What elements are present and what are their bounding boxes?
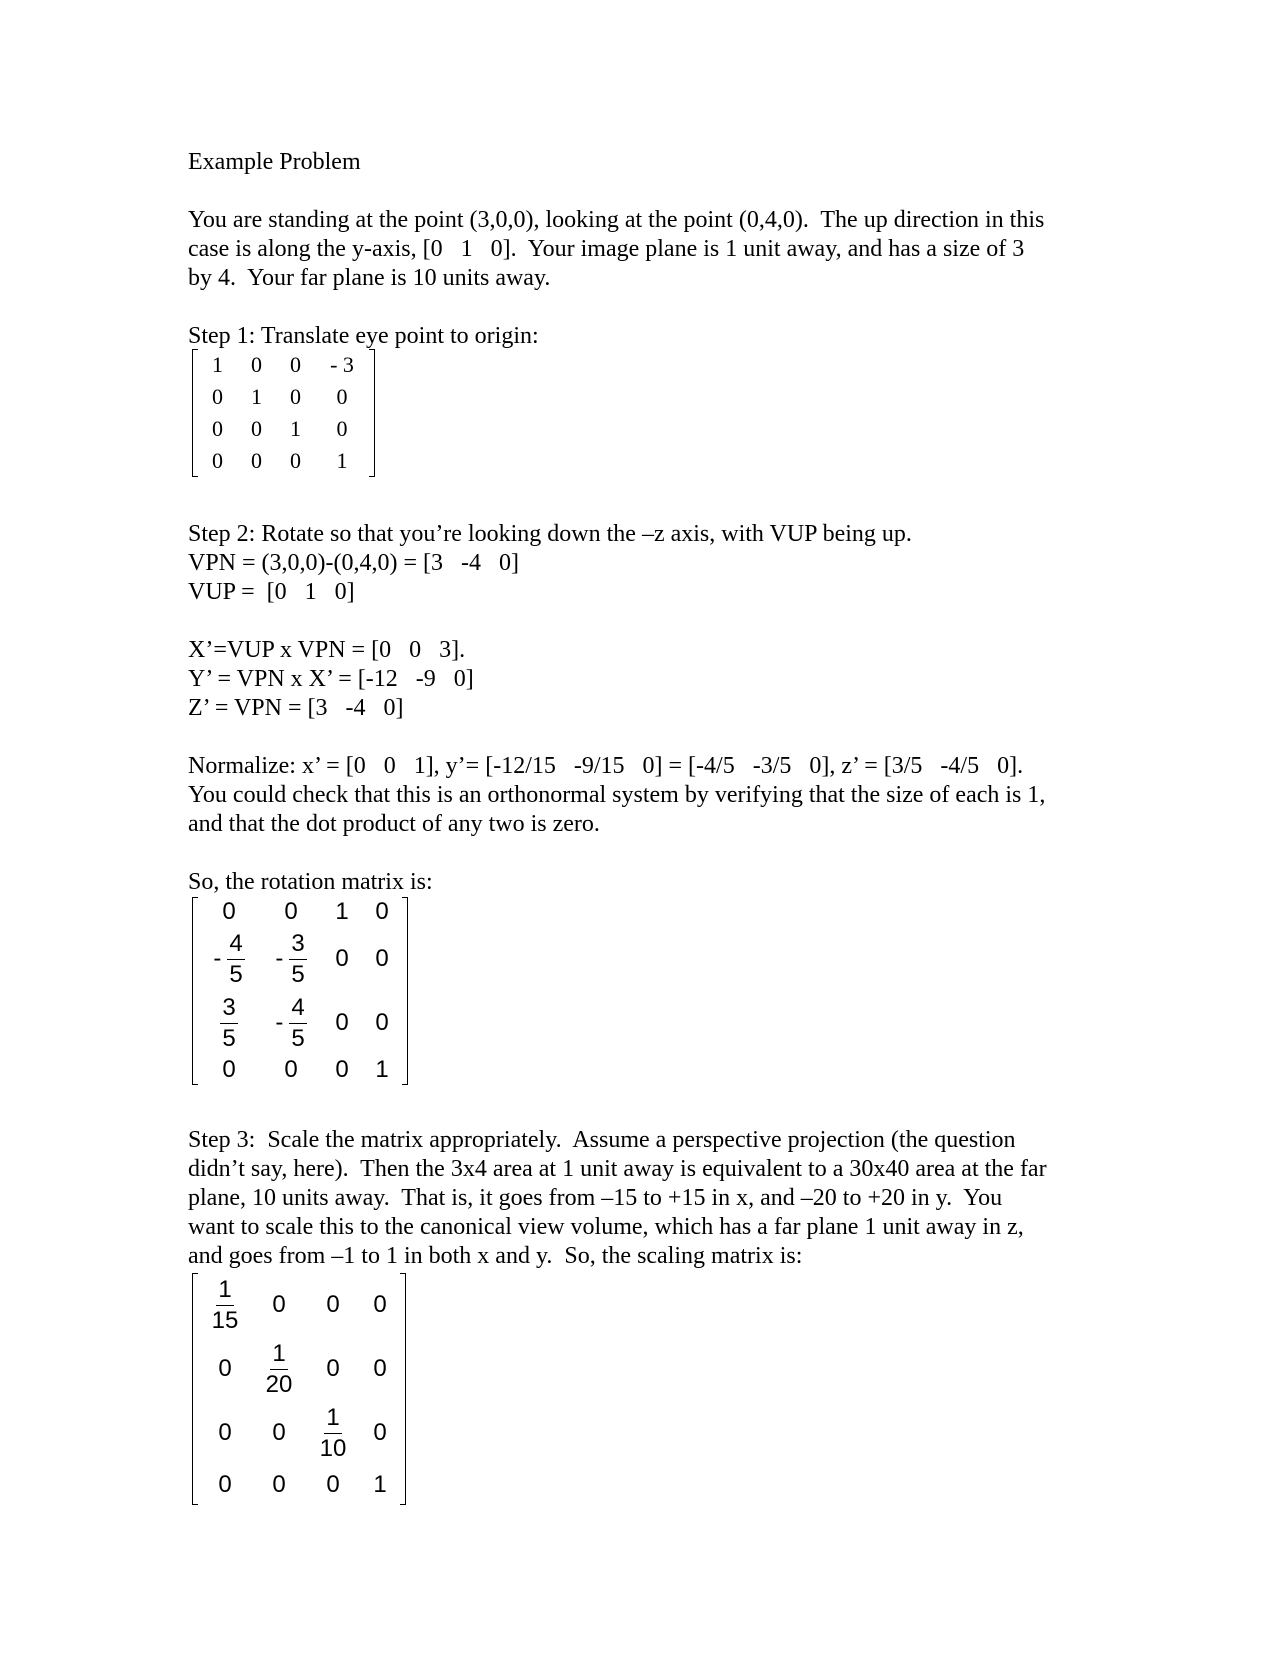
- matrix-cell: 0: [222, 898, 236, 925]
- rotation-matrix: [192, 897, 408, 1085]
- step3-text-line: want to scale this to the canonical view volume, which has a far plane 1 unit away in z,: [188, 1214, 1024, 1240]
- document-content: [188, 148, 1088, 1510]
- fraction-numerator: 4: [289, 993, 306, 1024]
- normalize-line: Normalize: x’ = [0 0 1], y’= [-12/15 -9/15 0] = [-4/5 -3/5 0], z’ = [3/5 -4/5 0].: [188, 753, 1024, 779]
- matrix-cell: 0: [212, 384, 223, 409]
- translation-matrix: [192, 349, 375, 477]
- matrix-cell: 0: [212, 416, 223, 441]
- matrix-cell: 0: [373, 1419, 387, 1446]
- matrix-cell: - 3: [330, 352, 354, 377]
- vup-line: VUP = [0 1 0]: [188, 579, 355, 605]
- normalize-line: You could check that this is an orthonormal system by verifying that the size of each is 1,: [188, 782, 1046, 808]
- fraction-numerator: 1: [324, 1403, 341, 1434]
- matrix-cell: 0: [336, 384, 348, 409]
- intro-line: by 4. Your far plane is 10 units away.: [188, 265, 551, 291]
- matrix-cell: 0: [251, 352, 262, 377]
- matrix-cell: 0: [251, 416, 262, 441]
- matrix-cell: [198, 927, 260, 991]
- fraction-denominator: 20: [265, 1370, 293, 1398]
- matrix-cell: [252, 1337, 306, 1401]
- matrix-cell: 0: [222, 1056, 236, 1083]
- vpn-line: VPN = (3,0,0)-(0,4,0) = [3 -4 0]: [188, 550, 520, 576]
- matrix-cell: 0: [326, 1471, 340, 1498]
- fraction-numerator: 3: [289, 929, 306, 960]
- matrix-cell: 1: [251, 384, 262, 409]
- fraction-denominator: 5: [291, 960, 305, 988]
- fraction-numerator: 4: [227, 929, 244, 960]
- zprime-line: Z’ = VPN = [3 -4 0]: [188, 695, 404, 721]
- step2-heading: Step 2: Rotate so that you’re looking down the –z axis, with VUP being up.: [188, 521, 912, 547]
- normalize-line: and that the dot product of any two is zero.: [188, 811, 600, 837]
- fraction-numerator: 1: [216, 1275, 233, 1306]
- xprime-line: X’=VUP x VPN = [0 0 3].: [188, 637, 466, 663]
- fraction-denominator: 15: [211, 1306, 239, 1334]
- matrix-cell: 0: [375, 945, 389, 972]
- matrix-cell: 1: [373, 1471, 387, 1498]
- matrix-cell: 0: [326, 1291, 340, 1318]
- matrix-cell: 0: [272, 1471, 286, 1498]
- matrix-cell: 0: [290, 384, 301, 409]
- matrix-cell: [198, 1273, 252, 1337]
- matrix-cell: 0: [326, 1355, 340, 1382]
- intro-line: case is along the y-axis, [0 1 0]. Your image plane is 1 unit away, and has a size of 3: [188, 236, 1025, 262]
- minus-sign: -: [213, 945, 222, 972]
- matrix-cell: 1: [290, 416, 301, 441]
- matrix-cell: 0: [373, 1291, 387, 1318]
- matrix-cell: 0: [218, 1419, 232, 1446]
- minus-sign: -: [275, 945, 284, 972]
- matrix-cell: 1: [336, 448, 348, 473]
- matrix-cell: [260, 991, 322, 1055]
- matrix-cell: 0: [335, 1056, 349, 1083]
- matrix-cell: 1: [335, 898, 349, 925]
- fraction-denominator: 5: [229, 960, 243, 988]
- step1-heading: Step 1: Translate eye point to origin:: [188, 323, 539, 349]
- fraction-numerator: 3: [220, 993, 237, 1024]
- step3-text-line: plane, 10 units away. That is, it goes from –15 to +15 in x, and –20 to +20 in y. You: [188, 1185, 1003, 1211]
- matrix-cell: 0: [290, 448, 301, 473]
- matrix-cell: 0: [373, 1355, 387, 1382]
- minus-sign: -: [275, 1009, 284, 1036]
- step3-text-line: and goes from –1 to 1 in both x and y. So, the scaling matrix is:: [188, 1243, 803, 1269]
- matrix-cell: [306, 1401, 360, 1465]
- step3-text-line: didn’t say, here). Then the 3x4 area at 1 unit away is equivalent to a 30x40 area at the far: [188, 1156, 1047, 1182]
- matrix-cell: 0: [251, 448, 262, 473]
- matrix-cell: 0: [336, 416, 348, 441]
- step3-text-line: Step 3: Scale the matrix appropriately. Assume a perspective projection (the question: [188, 1127, 1016, 1153]
- matrix-cell: 0: [272, 1419, 286, 1446]
- matrix-cell: 0: [335, 945, 349, 972]
- scaling-matrix: [192, 1273, 406, 1505]
- matrix-cell: [198, 991, 260, 1055]
- matrix-cell: 0: [218, 1355, 232, 1382]
- matrix-cell: 1: [375, 1056, 389, 1083]
- matrix-cell: 0: [284, 898, 298, 925]
- matrix-cell: [260, 927, 322, 991]
- matrix-cell: 0: [335, 1009, 349, 1036]
- fraction-denominator: 5: [222, 1024, 236, 1052]
- rotation-heading: So, the rotation matrix is:: [188, 869, 433, 895]
- matrix-cell: 0: [290, 352, 301, 377]
- yprime-line: Y’ = VPN x X’ = [-12 -9 0]: [188, 666, 474, 692]
- matrix-cell: 0: [272, 1291, 286, 1318]
- matrix-cell: 0: [212, 448, 223, 473]
- fraction-numerator: 1: [270, 1339, 287, 1370]
- fraction-denominator: 5: [291, 1024, 305, 1052]
- fraction-denominator: 10: [319, 1434, 347, 1462]
- matrix-cell: 0: [375, 1009, 389, 1036]
- matrix-cell: 1: [212, 352, 223, 377]
- intro-line: You are standing at the point (3,0,0), looking at the point (0,4,0). The up direction in this: [188, 207, 1045, 233]
- matrix-cell: 0: [218, 1471, 232, 1498]
- document-title: Example Problem: [188, 149, 361, 175]
- matrix-cell: 0: [284, 1056, 298, 1083]
- matrix-cell: 0: [375, 898, 389, 925]
